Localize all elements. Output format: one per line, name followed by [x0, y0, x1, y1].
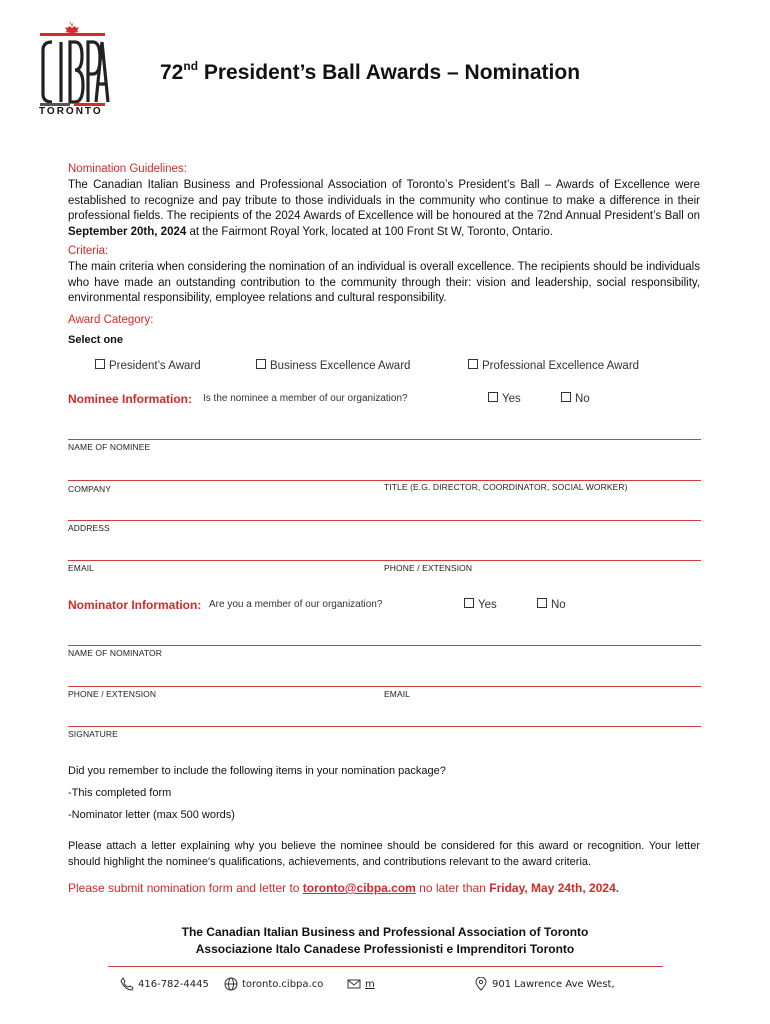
nominee-company-field-line[interactable]	[68, 480, 701, 481]
checkbox-icon[interactable]	[561, 392, 571, 402]
nominee-yes-option[interactable]: Yes	[488, 392, 521, 405]
footer-org-name-en: The Canadian Italian Business and Professional Association of Toronto	[181, 925, 589, 939]
footer-org-name-it: Associazione Italo Canadese Professionisti e Imprenditori Toronto	[195, 942, 575, 956]
nominee-phone-label: PHONE / EXTENSION	[384, 563, 473, 573]
submit-instructions: Please submit nomination form and letter to toronto@cibpa.com no later than Friday, May 24th, 2024.	[68, 881, 620, 895]
footer-phone[interactable]: 416-782-4445	[120, 977, 209, 991]
cibpa-logo	[34, 18, 110, 120]
award-category-label: Award Category:	[68, 314, 154, 326]
option-business-excellence-award[interactable]: Business Excellence Award	[256, 359, 410, 372]
submit-email-link[interactable]: toronto@cibpa.com	[302, 881, 416, 895]
nominator-member-question: Are you a member of our organization?	[209, 599, 383, 610]
page-title: 72nd President’s Ball Awards – Nomination	[160, 59, 581, 84]
nominee-no-option[interactable]: No	[561, 392, 590, 405]
nominator-name-label: NAME OF NOMINATOR	[68, 648, 162, 658]
nominee-name-label: NAME OF NOMINEE	[68, 442, 151, 452]
nominee-member-question: Is the nominee a member of our organization?	[203, 393, 408, 404]
nominator-email-label: EMAIL	[384, 689, 411, 699]
nominee-info-heading: Nominee Information:	[68, 392, 193, 406]
maple-leaf-icon	[34, 18, 110, 120]
globe-icon	[224, 977, 238, 991]
nominator-no-option[interactable]: No	[537, 598, 566, 611]
option-professional-excellence-award[interactable]: Professional Excellence Award	[468, 359, 639, 372]
nominee-name-field-line[interactable]	[68, 439, 701, 440]
select-one-label: Select one	[68, 334, 124, 346]
guidelines-text: The Canadian Italian Business and Professional Association of Toronto’s President’s Ball – Awards of Excellence were established to recognize and pay tribute to those individuals in the community who continue to make a difference in their professional fields. The recipients of the 2024 Awards of Excellence will be honoured at the 72nd Annual President’s Ball on September 20th, 2024 at the Fairmont Royal York, located at 100 Front St W, Toronto, Ontario.	[68, 179, 700, 238]
logo-city: TORONTO	[39, 106, 103, 117]
criteria-label: Criteria:	[68, 245, 109, 257]
nominee-title-label: TITLE (E.G. DIRECTOR, COORDINATOR, SOCIAL WORKER)	[384, 482, 628, 492]
option-presidents-award[interactable]: President’s Award	[95, 359, 201, 372]
nominee-company-label: COMPANY	[68, 484, 112, 494]
signature-field-line[interactable]	[68, 726, 701, 727]
nominee-email-label: EMAIL	[68, 563, 95, 573]
checkbox-icon[interactable]	[95, 359, 105, 369]
nominator-name-field-line[interactable]	[68, 645, 701, 646]
footer-address: 901 Lawrence Ave West,	[474, 977, 615, 991]
nominator-phone-label: PHONE / EXTENSION	[68, 689, 157, 699]
location-pin-icon	[474, 977, 488, 991]
checkbox-icon[interactable]	[537, 598, 547, 608]
checkbox-icon[interactable]	[256, 359, 266, 369]
mail-icon	[347, 977, 361, 991]
signature-label: SIGNATURE	[68, 729, 118, 739]
nominator-phone-field-line[interactable]	[68, 686, 701, 687]
nominee-email-field-line[interactable]	[68, 560, 701, 561]
nominee-address-label: ADDRESS	[68, 523, 110, 533]
footer-email[interactable]: m	[347, 977, 375, 991]
phone-icon	[120, 977, 134, 991]
nominator-info-heading: Nominator Information:	[68, 598, 202, 612]
attach-note: Please attach a letter explaining why you believe the nominee should be considered for this award or recognition. Your letter should highlight the nominee's qualifications, achievements, and contributions relevant to the award criteria.	[68, 840, 700, 868]
guidelines-label: Nomination Guidelines:	[68, 163, 187, 175]
nominator-yes-option[interactable]: Yes	[464, 598, 497, 611]
checkbox-icon[interactable]	[488, 392, 498, 402]
checklist-question: Did you remember to include the following items in your nomination package?	[68, 765, 446, 777]
footer-website[interactable]: toronto.cibpa.co	[224, 977, 323, 991]
checkbox-icon[interactable]	[464, 598, 474, 608]
checkbox-icon[interactable]	[468, 359, 478, 369]
criteria-text: The main criteria when considering the nomination of an individual is overall excellence. The recipients should be individuals who have made an outstanding contribution to the community through their: vision and leadership, social responsibility, environmental responsibility, employee relations and cultural responsibility.	[68, 261, 700, 304]
checklist-item: -This completed form	[68, 787, 172, 799]
checklist-item: -Nominator letter (max 500 words)	[68, 809, 235, 821]
nominee-address-field-line[interactable]	[68, 520, 701, 521]
footer-divider	[108, 966, 663, 967]
